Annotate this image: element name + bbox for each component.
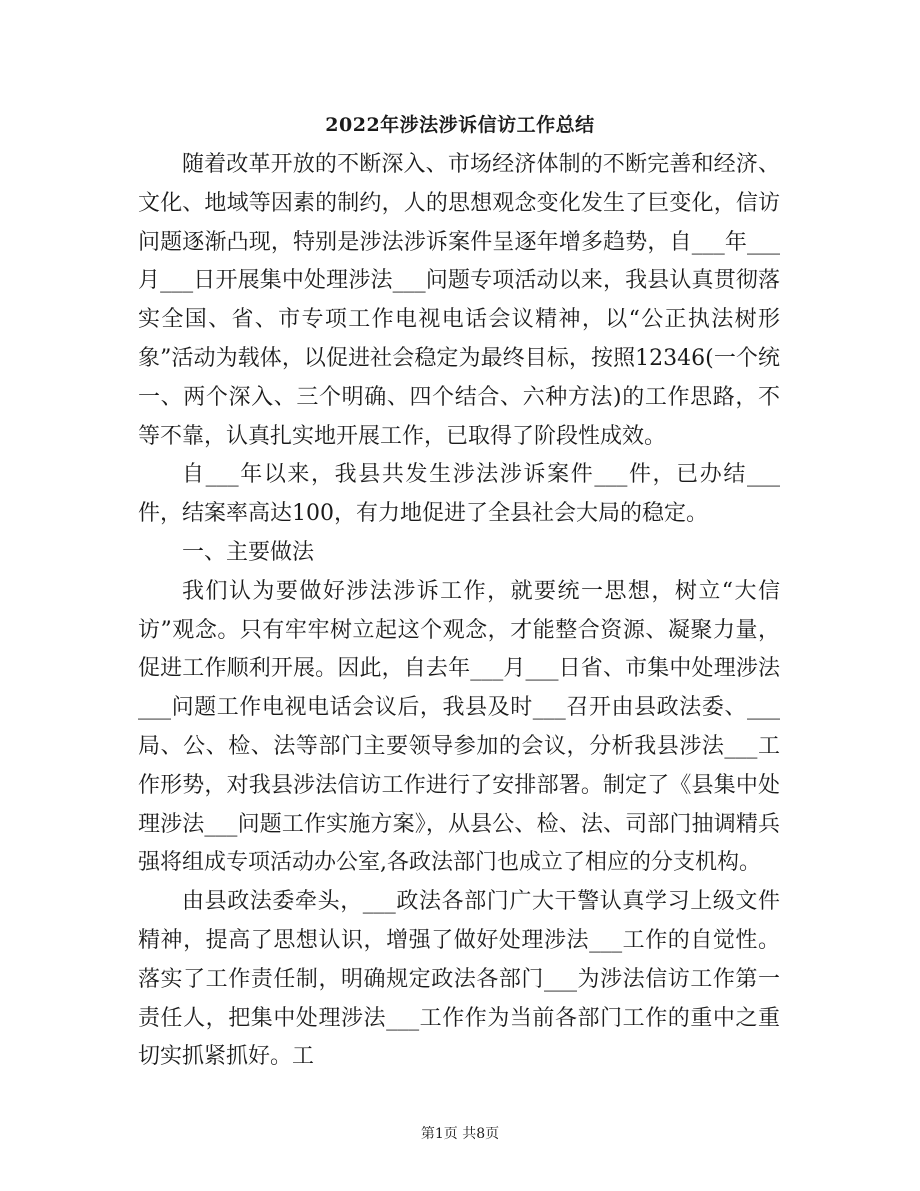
document-body — [138, 146, 780, 1077]
document-title: 2022年涉法涉诉信访工作总结 — [325, 114, 595, 136]
paragraph-responsibility: 由县政法委牵头，___政法各部门广大干警认真学习上级文件精神，提高了思想认识，增强了做好处理涉法___工作的自觉性。落实了工作责任制，明确规定政法各部门___为涉法信访工作第一责任人，把集中处理涉法___工作作为当前各部门工作的重中之重切实抓紧抓好。工 — [138, 889, 780, 1070]
paragraph-intro: 随着改革开放的不断深入、市场经济体制的不断完善和经济、文化、地域等因素的制约，人的思想观念变化发生了巨变化，信访问题逐渐凸现，特别是涉法涉诉案件呈逐年增多趋势，自___年___月___日开展集中处理涉法___问题专项活动以来，我县认真贯彻落实全国、省、市专项工作电视电话会议精神，以“公正执法树形象”活动为载体，以促进社会稳定为最终目标，按照12346(一个统一、两个深入、三个明确、四个结合、六种方法)的工作思路，不等不靠，认真扎实地开展工作，已取得了阶段性成效。 — [138, 152, 780, 449]
page-footer: 第1页 共8页 — [420, 1126, 500, 1142]
paragraph-statistics: 自___年以来，我县共发生涉法涉诉案件___件，已办结___件，结案率高达100，有力地促进了全县社会大局的稳定。 — [138, 462, 780, 527]
paragraph-unified-thinking: 我们认为要做好涉法涉诉工作，就要统一思想，树立“大信访”观念。只有牢牢树立起这个观念，才能整合资源、凝聚力量，促进工作顺利开展。因此，自去年___月___日省、市集中处理涉法___问题工作电视电话会议后，我县及时___召开由县政法委、___局、公、检、法等部门主要领导参加的会议，分析我县涉法___工作形势，对我县涉法信访工作进行了安排部署。制定了《县集中处理涉法___问题工作实施方案》，从县公、检、法、司部门抽调精兵强将组成专项活动办公室,各政法部门也成立了相应的分支机构。 — [138, 578, 780, 876]
section-heading-main-practices: 一、主要做法 — [182, 539, 315, 565]
